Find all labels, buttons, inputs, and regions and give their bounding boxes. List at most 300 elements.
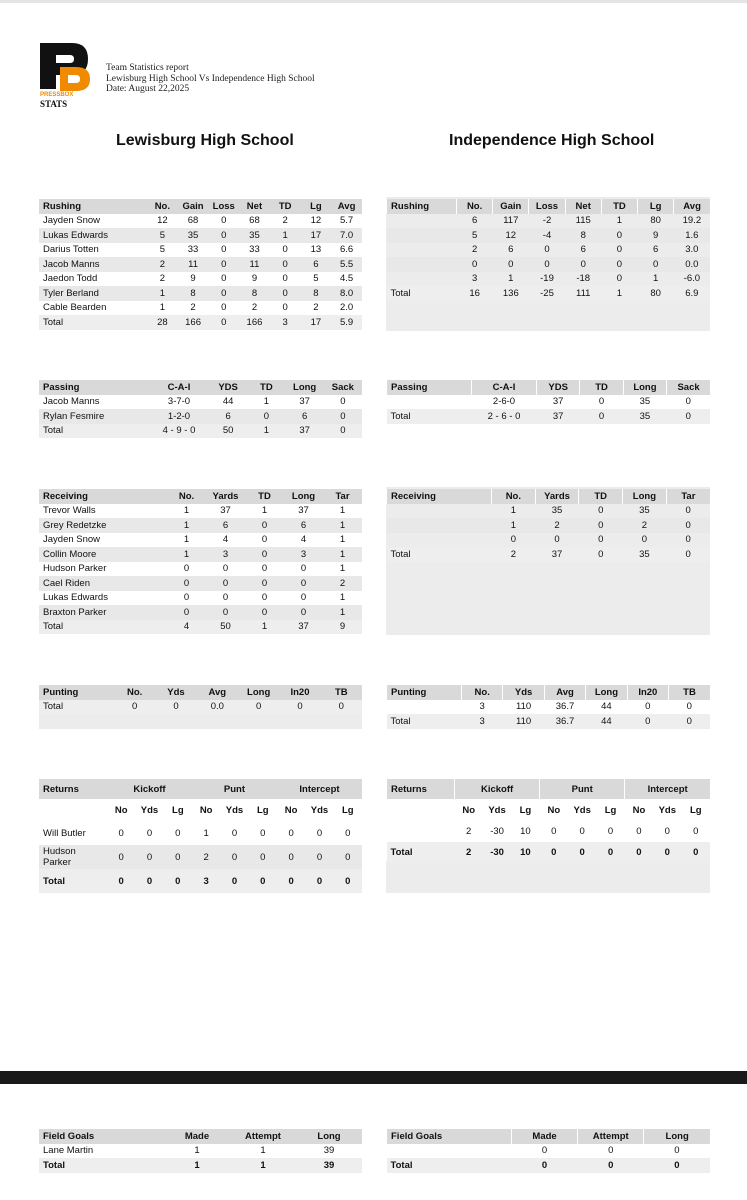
table-cell: 0: [270, 257, 301, 272]
table-cell: 2: [190, 302, 196, 314]
table-cell: [387, 700, 462, 715]
table-cell: 0: [596, 842, 624, 863]
total-row: [39, 424, 362, 439]
table-cell: 0: [598, 505, 604, 517]
table-cell: 68: [249, 215, 260, 227]
table-cell: 0: [579, 547, 623, 562]
table-cell: 0: [107, 845, 135, 869]
header-row: [387, 1129, 711, 1144]
table-cell: 6: [209, 409, 247, 424]
table-cell: 0: [334, 845, 362, 869]
table-cell: 0: [551, 826, 557, 837]
table-cell: 0: [510, 534, 516, 546]
total-row: [387, 1158, 711, 1173]
column-header: Long: [644, 1129, 710, 1144]
punting-table-right: [386, 685, 710, 729]
table-cell: 1: [492, 518, 536, 533]
table-row: [39, 845, 362, 869]
table-cell: Cable Bearden: [43, 302, 107, 314]
table-cell: 1: [245, 620, 284, 635]
table-cell: 0: [493, 257, 529, 272]
table-row: [387, 214, 711, 229]
table-cell: Total: [39, 424, 149, 439]
table-cell: 8: [239, 286, 270, 301]
table-row: [387, 504, 711, 519]
table-row: [39, 605, 362, 620]
table-cell: Collin Moore: [39, 547, 167, 562]
table-cell: 2: [159, 273, 165, 285]
table-cell: 0: [305, 845, 333, 869]
header-row: [39, 1129, 362, 1144]
table-cell: 136: [493, 286, 529, 301]
table-cell: 3: [270, 315, 301, 330]
table-cell: 6: [471, 215, 478, 227]
column-subheader: No: [199, 804, 213, 816]
table-cell: 4: [167, 620, 206, 635]
table-cell: Lukas Edwards: [43, 592, 108, 604]
table-row: [39, 409, 362, 424]
table-cell: 0: [146, 827, 153, 839]
column-header: Punt: [540, 779, 625, 799]
table-cell: 0: [221, 244, 227, 256]
table-cell: 1: [261, 505, 268, 517]
total-row: [39, 620, 362, 635]
table-cell: 0: [260, 827, 266, 839]
table-cell: 0: [249, 845, 277, 869]
column-header: TD: [245, 489, 284, 504]
table-cell: 8: [565, 228, 601, 243]
column-header: Loss: [529, 199, 565, 214]
table-cell: 37: [284, 620, 323, 635]
table-cell: 6.9: [674, 286, 710, 301]
column-header: Intercept: [277, 779, 362, 799]
table-cell: 0: [164, 845, 192, 869]
column-header: Net: [239, 199, 270, 214]
table-cell: 1.6: [674, 228, 710, 243]
table-cell: 0: [529, 257, 565, 272]
table-row: [39, 504, 362, 519]
header-row: [387, 380, 711, 395]
table-cell: 3: [206, 547, 245, 562]
table-cell: 4: [222, 534, 229, 546]
column-header: Yards: [535, 489, 579, 504]
table-cell: 12: [157, 215, 168, 227]
table-cell: 0: [627, 714, 668, 729]
table-cell: 1: [164, 1158, 230, 1173]
table-cell: 39: [296, 1158, 362, 1173]
table-cell: 1: [323, 547, 362, 562]
field-goals-table-left: [39, 1129, 362, 1173]
table-row: [39, 243, 362, 258]
table-cell: 4.5: [340, 273, 354, 285]
table-row: [387, 533, 711, 548]
table-cell: 1: [167, 518, 206, 533]
column-header: Field Goals: [387, 1129, 512, 1144]
table-row: [39, 301, 362, 316]
table-cell: 0: [206, 576, 245, 591]
table-cell: 2: [313, 302, 319, 314]
logo-wordmark: [40, 92, 73, 99]
column-header: Attempt: [230, 1129, 296, 1144]
table-cell: 44: [601, 701, 612, 713]
table-cell: 44: [222, 396, 234, 408]
table-cell: 9: [323, 620, 362, 635]
table-cell: Total: [39, 620, 167, 635]
column-header: TB: [669, 685, 710, 700]
total-row: [387, 842, 711, 863]
table-row: [39, 576, 362, 591]
table-cell: 3: [471, 273, 478, 285]
table-cell: 33: [249, 244, 260, 256]
table-cell: 0: [175, 827, 181, 839]
table-cell: 6: [652, 244, 659, 256]
table-cell: 5.9: [331, 315, 362, 330]
column-header: C-A-I: [472, 380, 537, 395]
table-cell: 2: [192, 845, 220, 869]
table-cell: 4 - 9 - 0: [149, 424, 209, 439]
table-cell: 9: [251, 273, 258, 285]
table-cell: 3: [479, 701, 485, 713]
table-cell: 5: [147, 228, 178, 243]
table-cell: Total: [387, 714, 462, 729]
table-cell: 0: [666, 518, 710, 533]
column-header: Yds: [155, 685, 196, 700]
header-row: [387, 779, 711, 799]
table-cell: 0: [135, 845, 163, 869]
table-cell: -6.0: [683, 273, 701, 285]
table-cell: 0: [645, 701, 651, 713]
column-subheader: Lg: [342, 804, 354, 816]
column-header: No.: [457, 199, 493, 214]
total-row: [39, 1158, 362, 1173]
table-cell: [387, 228, 457, 243]
table-cell: Jacob Manns: [43, 396, 100, 408]
table-cell: Total: [39, 700, 114, 715]
table-cell: 17: [301, 228, 332, 243]
table-cell: [387, 799, 455, 821]
column-header: No.: [147, 199, 178, 214]
column-header: Passing: [39, 380, 149, 395]
column-subheader: Yds: [310, 804, 329, 816]
column-header: No.: [492, 489, 536, 504]
table-cell: 0: [608, 1145, 614, 1157]
table-cell: -30: [483, 842, 511, 863]
table-cell: 0: [261, 534, 268, 546]
table-cell: 0.0: [674, 257, 710, 272]
table-cell: [387, 257, 457, 272]
table-cell: [387, 395, 472, 410]
table-row: [39, 395, 362, 410]
table-cell: 0: [284, 605, 323, 620]
column-header: YDS: [209, 380, 247, 395]
column-header: Yards: [206, 489, 245, 504]
table-row: [39, 518, 362, 533]
table-cell: 0: [625, 842, 653, 863]
table-cell: 0: [222, 592, 229, 604]
column-header: In20: [627, 685, 668, 700]
table-cell: 0: [554, 534, 560, 546]
table-cell: 17: [301, 315, 332, 330]
table-row: [39, 821, 362, 845]
header-row: [39, 685, 362, 700]
table-cell: 0: [616, 244, 623, 256]
column-header: Avg: [331, 199, 362, 214]
column-header: Punt: [192, 779, 277, 799]
table-cell: 3: [462, 714, 503, 729]
table-cell: 0: [667, 409, 710, 424]
logo-wordmark-top: PRESSBOX: [40, 92, 74, 98]
table-cell: 110: [516, 701, 532, 713]
header-row: [387, 685, 711, 700]
table-cell: 6: [580, 244, 586, 256]
table-cell: Total: [387, 409, 472, 424]
table-cell: 50: [206, 620, 245, 635]
table-cell: 0: [238, 700, 279, 715]
table-row: [39, 562, 362, 577]
total-row: [387, 409, 711, 424]
column-header: TB: [321, 685, 362, 700]
table-cell: 0: [155, 700, 196, 715]
table-cell: 12: [310, 215, 322, 227]
table-cell: 0: [222, 563, 229, 575]
column-header: Avg: [544, 685, 585, 700]
table-cell: 8: [301, 286, 332, 301]
table-cell: 110: [503, 714, 544, 729]
table-cell: Total: [387, 547, 492, 562]
report-title: Team Statistics report: [106, 63, 189, 73]
table-cell: 0: [316, 827, 323, 839]
table-cell: 68: [187, 215, 199, 227]
table-cell: 2.0: [340, 302, 354, 314]
table-cell: 3.0: [685, 244, 699, 256]
column-header: TD: [579, 489, 623, 504]
table-cell: 6: [284, 518, 323, 533]
table-cell: 0: [277, 845, 305, 869]
table-cell: 0: [300, 563, 307, 575]
column-header: Sack: [324, 380, 362, 395]
table-cell: 0: [669, 714, 710, 729]
table-cell: 0: [282, 273, 288, 285]
report-matchup: Lewisburg High School Vs Independence High School: [106, 73, 315, 84]
table-row: [387, 518, 711, 533]
table-cell: 35: [639, 396, 651, 408]
table-cell: 35: [178, 228, 209, 243]
table-cell: 0: [167, 576, 206, 591]
receiving-table-right: [386, 489, 710, 562]
table-cell: 3-7-0: [167, 396, 191, 408]
column-header: Lg: [301, 199, 332, 214]
column-header: In20: [279, 685, 320, 700]
table-cell: 12: [493, 228, 529, 243]
top-border: [0, 0, 747, 3]
column-header: Loss: [208, 199, 239, 214]
table-cell: Hudson Parker: [43, 563, 107, 575]
table-cell: -25: [529, 286, 565, 301]
table-cell: 0: [653, 842, 681, 863]
table-cell: 1: [616, 215, 623, 227]
column-header: Field Goals: [39, 1129, 164, 1144]
table-cell: 1: [263, 396, 270, 408]
table-cell: 2: [492, 547, 536, 562]
table-cell: 0: [636, 826, 642, 837]
returns-table-left: [39, 779, 362, 893]
table-cell: 0: [607, 826, 614, 837]
table-cell: 0: [580, 409, 623, 424]
column-header: Long: [623, 380, 666, 395]
table-cell: 0: [221, 273, 227, 285]
table-cell: 6: [301, 257, 332, 272]
table-cell: 0: [345, 827, 351, 839]
table-cell: 80: [638, 286, 674, 301]
table-cell: 5: [313, 273, 319, 285]
passing-table-left: [39, 380, 362, 438]
column-header: Long: [296, 1129, 362, 1144]
table-cell: 37: [537, 409, 580, 424]
header-row: [387, 199, 711, 214]
table-cell: 0: [208, 286, 239, 301]
table-cell: -19: [540, 273, 554, 285]
table-cell: 1: [339, 563, 346, 575]
table-cell: 1: [167, 547, 206, 562]
table-cell: 0: [164, 869, 192, 893]
table-cell: [387, 518, 492, 533]
table-cell: 0: [686, 701, 692, 713]
column-header: No.: [167, 489, 206, 504]
passing-table-right: [386, 380, 710, 424]
table-cell: [387, 272, 457, 287]
table-cell: 0: [598, 396, 605, 408]
table-cell: 0: [616, 273, 623, 285]
table-row: [39, 214, 362, 229]
column-header: Intercept: [625, 779, 710, 799]
table-row: [39, 591, 362, 606]
table-cell: 1: [247, 424, 285, 439]
column-subheader: Yds: [225, 804, 244, 816]
table-cell: 0: [685, 396, 691, 408]
table-cell: 0: [167, 605, 206, 620]
column-header: Long: [238, 685, 279, 700]
table-row: [39, 533, 362, 548]
column-header: Net: [565, 199, 601, 214]
table-cell: 1: [260, 1145, 266, 1157]
page-divider: [0, 1071, 747, 1084]
table-cell: Will Butler: [43, 827, 86, 839]
table-cell: Jacob Manns: [39, 257, 147, 272]
table-cell: 0: [249, 869, 277, 893]
table-row: [387, 272, 711, 287]
table-cell: 0.0: [197, 700, 238, 715]
table-cell: 1: [601, 286, 637, 301]
table-cell: Total: [387, 842, 455, 863]
table-cell: 0: [685, 505, 691, 517]
column-header: Long: [586, 685, 627, 700]
table-row: [39, 272, 362, 287]
table-cell: 0: [579, 826, 585, 837]
table-cell: 0: [685, 534, 691, 546]
table-cell: 5: [159, 244, 165, 256]
subheader-row: [387, 799, 711, 821]
column-header: Long: [286, 380, 324, 395]
table-cell: 0: [340, 396, 346, 408]
table-cell: -30: [490, 826, 504, 837]
table-cell: 115: [575, 215, 591, 227]
table-cell: 35: [239, 228, 270, 243]
table-cell: [39, 799, 107, 821]
table-cell: 1: [339, 534, 346, 546]
table-row: [387, 257, 711, 272]
table-cell: 2: [471, 244, 478, 256]
table-cell: 33: [187, 244, 199, 256]
table-cell: 1: [159, 302, 165, 314]
table-cell: 0: [288, 827, 294, 839]
table-cell: 0: [231, 827, 238, 839]
column-header: Long: [284, 489, 323, 504]
table-cell: 2: [466, 826, 472, 837]
column-header: No.: [462, 685, 503, 700]
table-cell: 6.6: [340, 244, 354, 256]
column-subheader: Lg: [172, 804, 184, 816]
table-cell: 0: [693, 826, 699, 837]
table-row: [39, 228, 362, 243]
table-cell: [387, 821, 455, 842]
table-cell: 1: [270, 228, 301, 243]
table-cell: -2: [542, 215, 552, 227]
table-cell: 10: [520, 826, 531, 837]
column-header: Rushing: [39, 199, 147, 214]
total-row: [387, 286, 711, 301]
table-row: [387, 395, 711, 410]
table-cell: Rylan Fesmire: [39, 409, 149, 424]
table-cell: Total: [39, 869, 107, 893]
table-cell: Hudson Parker: [39, 845, 107, 869]
column-header: TD: [601, 199, 637, 214]
table-cell: 2: [623, 518, 667, 533]
returns-table-right: [386, 779, 710, 863]
rushing-table-left: [39, 199, 362, 330]
column-subheader: Lg: [257, 804, 269, 816]
column-header: No.: [114, 685, 155, 700]
table-cell: 44: [586, 714, 627, 729]
column-header: Tar: [323, 489, 362, 504]
table-cell: Cael Riden: [39, 576, 167, 591]
table-row: [39, 1144, 362, 1159]
table-cell: 11: [239, 257, 270, 272]
table-cell: 37: [220, 505, 231, 517]
table-cell: 2: [535, 518, 579, 533]
table-cell: 0: [579, 518, 623, 533]
column-header: TD: [580, 380, 623, 395]
column-header: Kickoff: [107, 779, 192, 799]
table-cell: 2 - 6 - 0: [472, 409, 537, 424]
header-row: [39, 199, 362, 214]
table-cell: 11: [178, 257, 209, 272]
table-cell: 0: [245, 518, 284, 533]
column-subheader: No: [632, 804, 646, 816]
table-cell: 0: [568, 842, 596, 863]
table-cell: 0: [221, 215, 227, 227]
table-cell: 0: [261, 592, 268, 604]
table-cell: Jaedon Todd: [43, 273, 98, 285]
table-cell: 2: [251, 302, 258, 314]
table-cell: 37: [552, 396, 564, 408]
table-cell: 1: [652, 273, 659, 285]
table-cell: 0: [245, 576, 284, 591]
column-subheader: Yds: [573, 804, 591, 816]
table-cell: 0: [334, 869, 362, 893]
table-cell: 0: [247, 409, 285, 424]
table-cell: 0: [544, 244, 550, 256]
report-header: [106, 63, 315, 95]
